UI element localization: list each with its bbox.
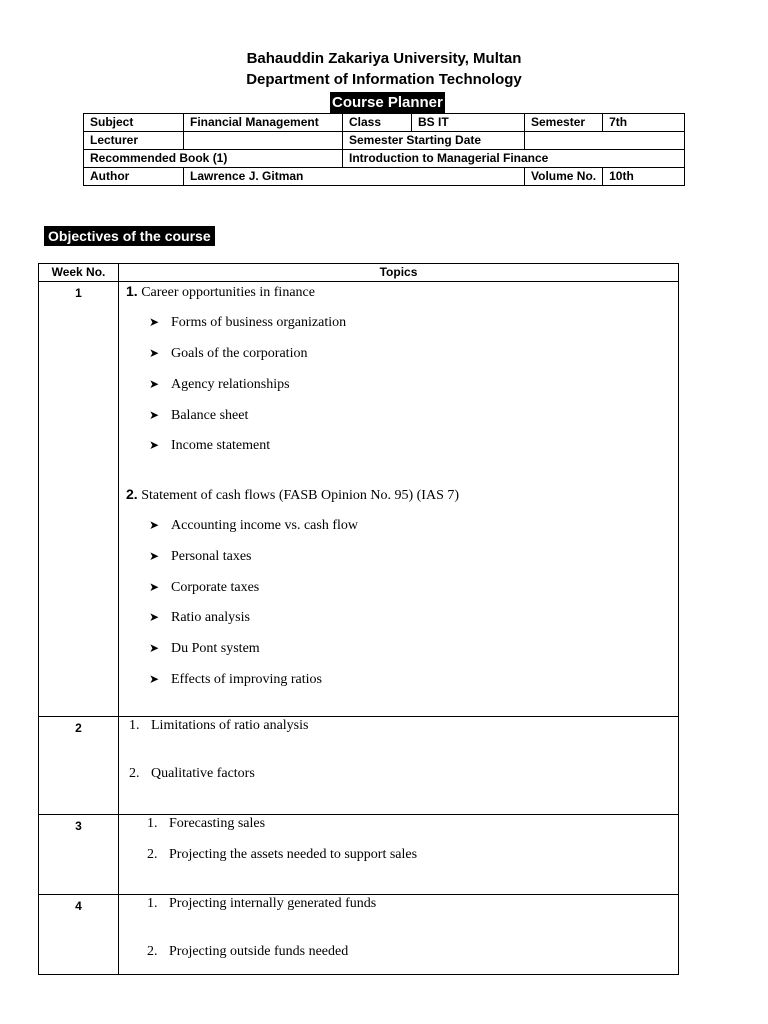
arrowhead-bullet-icon: ➤ xyxy=(149,610,160,624)
subject-label: Subject xyxy=(84,114,184,132)
list-item: ➤ Du Pont system xyxy=(149,641,260,656)
topics-column-header: Topics xyxy=(119,264,679,282)
list-item: ➤ Income statement xyxy=(149,438,271,453)
week-number: 4 xyxy=(39,895,119,975)
info-row-lecturer xyxy=(84,132,685,150)
week-topics xyxy=(119,895,679,975)
class-label: Class xyxy=(343,114,412,132)
list-item: 2. Projecting outside funds needed xyxy=(147,944,349,959)
list-item: 1. Limitations of ratio analysis xyxy=(129,718,309,733)
arrowhead-bullet-icon: ➤ xyxy=(149,549,160,563)
week-row xyxy=(39,895,679,975)
week-number: 1 xyxy=(39,282,119,717)
department-title: Department of Information Technology xyxy=(246,71,522,88)
week-row xyxy=(39,282,679,717)
arrowhead-bullet-icon: ➤ xyxy=(149,641,160,655)
list-item: ➤ Effects of improving ratios xyxy=(149,672,322,687)
section-heading xyxy=(126,282,315,302)
lecturer-label: Lecturer xyxy=(84,132,184,150)
list-item: ➤ Ratio analysis xyxy=(149,610,250,625)
list-item: 2. Projecting the assets needed to support sales xyxy=(147,847,418,862)
section-heading xyxy=(126,485,459,505)
arrowhead-bullet-icon: ➤ xyxy=(149,346,160,360)
arrowhead-bullet-icon: ➤ xyxy=(149,580,160,594)
semester-value: 7th xyxy=(603,114,685,132)
week-row xyxy=(39,717,679,815)
start-date-label: Semester Starting Date xyxy=(343,132,525,150)
list-item: 1. Projecting internally generated funds xyxy=(147,896,377,911)
week-row xyxy=(39,815,679,895)
list-item: ➤ Personal taxes xyxy=(149,549,252,564)
course-info-table xyxy=(83,113,685,186)
volume-value: 10th xyxy=(603,168,685,186)
list-item: ➤ Corporate taxes xyxy=(149,580,260,595)
start-date-value xyxy=(525,132,685,150)
volume-label: Volume No. xyxy=(525,168,603,186)
week-topics xyxy=(119,282,679,717)
week-topics xyxy=(119,717,679,815)
subject-value: Financial Management xyxy=(184,114,343,132)
arrowhead-bullet-icon: ➤ xyxy=(149,408,160,422)
week-number: 2 xyxy=(39,717,119,815)
info-row-subject xyxy=(84,114,685,132)
list-item: ➤ Agency relationships xyxy=(149,377,290,392)
semester-label: Semester xyxy=(525,114,603,132)
arrowhead-bullet-icon: ➤ xyxy=(149,518,160,532)
lecturer-value xyxy=(184,132,343,150)
list-item: 1. Forecasting sales xyxy=(147,816,266,831)
section-title: Career opportunities in finance xyxy=(141,285,315,300)
book-value: Introduction to Managerial Finance xyxy=(343,150,685,168)
planner-title: Course Planner xyxy=(332,94,443,111)
section-number: 2. xyxy=(126,486,138,502)
list-item: ➤ Goals of the corporation xyxy=(149,346,308,361)
section-number: 1. xyxy=(126,283,138,299)
list-item: ➤ Balance sheet xyxy=(149,408,249,423)
objectives-heading: Objectives of the course xyxy=(44,226,215,246)
week-number: 3 xyxy=(39,815,119,895)
class-value: BS IT xyxy=(412,114,525,132)
topics-header-row xyxy=(39,264,679,282)
topics-table xyxy=(38,263,679,975)
arrowhead-bullet-icon: ➤ xyxy=(149,438,160,452)
list-item: 2. Qualitative factors xyxy=(129,766,255,781)
info-row-book xyxy=(84,150,685,168)
info-row-author xyxy=(84,168,685,186)
list-item: ➤ Forms of business organization xyxy=(149,315,347,330)
list-item: ➤ Accounting income vs. cash flow xyxy=(149,518,359,533)
arrowhead-bullet-icon: ➤ xyxy=(149,377,160,391)
section-title: Statement of cash flows (FASB Opinion No. 95) (IAS 7) xyxy=(141,488,460,503)
week-topics xyxy=(119,815,679,895)
author-value: Lawrence J. Gitman xyxy=(184,168,525,186)
author-label: Author xyxy=(84,168,184,186)
book-label: Recommended Book (1) xyxy=(84,150,343,168)
university-title: Bahauddin Zakariya University, Multan xyxy=(246,50,522,67)
arrowhead-bullet-icon: ➤ xyxy=(149,672,160,686)
week-column-header: Week No. xyxy=(39,264,119,282)
arrowhead-bullet-icon: ➤ xyxy=(149,315,160,329)
